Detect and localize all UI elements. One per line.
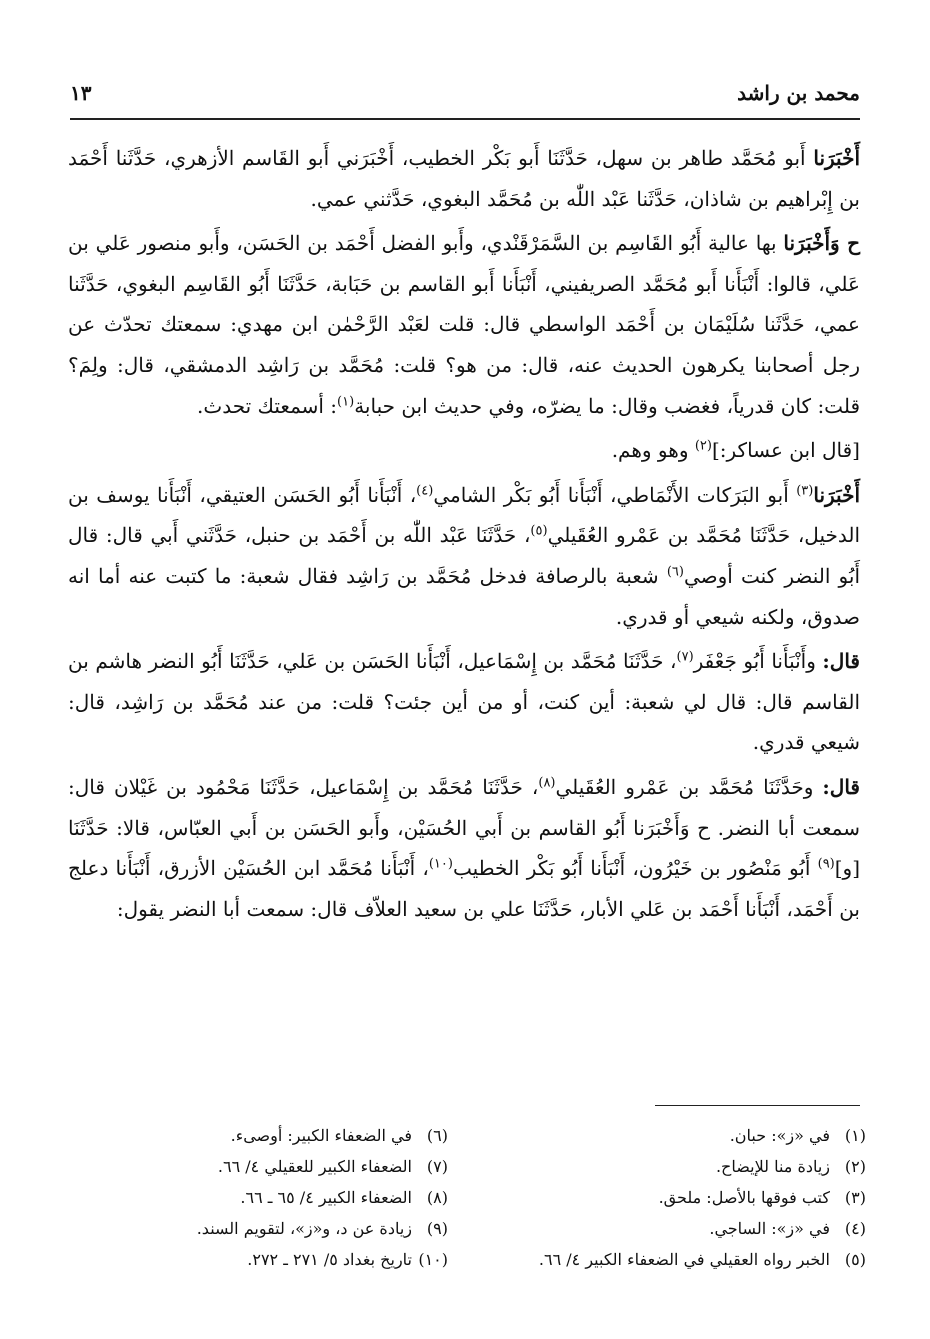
footnote-reference: (٤)	[416, 483, 434, 499]
paragraph-text: أَبو مُحَمَّد طاهر بن سهل، حَدَّثَنَا أَبو بَكْر الخطيب، أَخْبَرَني أَبو القَاسم الأزهري، حَدَّثَنا أَحْمَد بن إِبْراهيم بن شاذان، حَدَّثَنا عَبْد اللّٰه بن مُحَمَّد البغوي، حَدَّثني عمي.	[68, 146, 860, 211]
footnote-item	[70, 1151, 448, 1182]
page-number: ١٣	[70, 81, 92, 105]
footnote-item	[488, 1182, 866, 1213]
chain-keyword: أَخْبَرَنا	[813, 482, 860, 507]
footnote-item	[488, 1120, 866, 1151]
paragraph-text: ، أَنْبَأَنا أَبُو الحَسَن العتيقي، أَنْبَأَنا يوسف بن الدخيل، حَدَّثَنَا مُحَمَّد بن عَمْرو العُقَيلي	[68, 482, 860, 548]
footnote-number: (٧)	[426, 1157, 448, 1176]
footnote-text: كتب فوقها بالأصل: ملحق.	[658, 1188, 830, 1207]
footnote-item	[488, 1244, 866, 1275]
footnote-text: زيادة عن د، و«ز»، لتقويم السند.	[196, 1219, 412, 1238]
footnote-item	[70, 1244, 448, 1275]
footnote-reference: (٦)	[666, 564, 684, 580]
footnote-number: (٦)	[426, 1126, 448, 1145]
footnote-text: الضعفاء الكبير ٤/ ٦٥ ـ ٦٦.	[240, 1188, 412, 1207]
footnote-text: تاريخ بغداد ٥/ ٢٧١ ـ ٢٧٢.	[247, 1250, 412, 1269]
body-paragraph	[68, 475, 860, 637]
paragraph-text: : أسمعتك تحدث.	[197, 393, 338, 418]
paragraph-text: بها عالية أَبُو القَاسِم بن السَّمَرْقَنْدي، وأَبو الفضل أَحْمَد بن الحَسَن، وأَبو منصور عَلي بن عَلي، قالوا: أَنْبَأَنا أَبو مُحَمَّد الصريفيني، أَنْبَأَنا أَبو القاسم بن حَبَابة، حَدَّثَنَا أَبُو القَاسِم البغوي، حَدَّثَنا عمي، حَدَّثَنا سُلَيْمَان بن أَحْمَد الواسطي قال: قلت لعَبْد الرَّحْمٰن ابن مهدي: سمعتك تحدّث عن رجل أصحابنا يكرهون الحديث عنه، قال: من هو؟ قلت: مُحَمَّد بن رَاشِد الدمشقي، قال: ولِمَ؟ قلت: كان قدرياً، فغضب وقال: ما يضرّه، وفي حديث ابن حبابة	[68, 231, 860, 418]
footnotes-left-column	[70, 1120, 448, 1275]
paragraph-text: وأَنْبَأَنا أَبُو جَعْفَر	[693, 649, 823, 674]
footnote-text: زيادة منا للإيضاح.	[715, 1157, 830, 1176]
footnote-text: الضعفاء الكبير للعقيلي ٤/ ٦٦.	[217, 1157, 412, 1176]
chain-keyword: أَخْبَرَنا	[813, 146, 860, 170]
footnote-reference: (٣)	[796, 483, 814, 499]
footnote-text: في «ز»: الساجي.	[709, 1219, 830, 1238]
paragraph-text: ، أَنْبَأَنا مُحَمَّد ابن الحُسَيْن الأزرق، أَنْبَأَنا دعلج بن أَحْمَد، أَنْبَأَنا أَحْمَد بن عَلي الأبار، حَدَّثَنَا علي بن سعيد العلاّف قال: سمعت أبا النضر يقول:	[68, 856, 860, 921]
paragraph-text: ، حَدَّثَنَا عَبْد اللّٰه بن أَحْمَد بن حنبل، حَدَّثَني أَبي قال: قال أَبُو النضر كنت أوصي	[68, 523, 860, 588]
chain-keyword: ح وَأَخْبَرَنا	[783, 231, 860, 256]
footnote-number: (٤)	[844, 1219, 866, 1238]
chain-keyword: قال:	[822, 774, 860, 799]
footnote-item	[70, 1213, 448, 1244]
footnotes	[70, 1120, 866, 1275]
footnote-number: (١٠)	[418, 1250, 448, 1269]
body-paragraph	[68, 641, 860, 763]
footnote-reference: (١٠)	[428, 856, 453, 872]
paragraph-text: أَبو البَرَكات الأَنْمَاطي، أَنْبَأَنا أَبُو بَكْر الشامي	[433, 482, 797, 507]
footnote-reference: (٢)	[694, 438, 712, 454]
footnote-number: (٥)	[844, 1250, 866, 1269]
footnote-reference: (٥)	[530, 523, 548, 539]
footnote-item	[488, 1151, 866, 1182]
paragraph-text: أَبُو مَنْصُور بن خَيْرُون، أَنْبَأَنا أَبُو بَكْر الخطيب	[452, 856, 818, 881]
footnote-number: (٨)	[426, 1188, 448, 1207]
footnote-reference: (٧)	[676, 649, 694, 665]
footnote-reference: (١)	[337, 393, 355, 409]
body-text	[68, 138, 860, 929]
body-paragraph	[68, 138, 860, 219]
footnote-text: في «ز»: حبان.	[729, 1126, 830, 1145]
footnotes-right-column	[488, 1120, 866, 1275]
footnote-rule	[655, 1105, 860, 1106]
footnote-reference: (٩)	[817, 856, 835, 872]
running-header	[70, 78, 860, 108]
body-paragraph	[68, 223, 860, 426]
footnote-number: (٣)	[844, 1188, 866, 1207]
footnote-item	[70, 1120, 448, 1151]
footnote-text: في الضعفاء الكبير: أوصىء.	[230, 1126, 412, 1145]
footnote-reference: (٨)	[538, 775, 556, 791]
paragraph-text: [قال ابن عساكر:]	[711, 438, 860, 463]
body-paragraph	[68, 430, 860, 471]
footnote-number: (١)	[844, 1126, 866, 1145]
footnote-number: (٩)	[426, 1219, 448, 1238]
paragraph-text: وهو وهم.	[611, 438, 695, 463]
footnote-text: الخبر رواه العقيلي في الضعفاء الكبير ٤/ ٦٦.	[538, 1250, 830, 1269]
footnote-number: (٢)	[844, 1157, 866, 1176]
paragraph-text: وحَدَّثَنَا مُحَمَّد بن عَمْرو العُقَيلي	[555, 774, 823, 799]
footnote-item	[488, 1213, 866, 1244]
paragraph-text: شعبة بالرصافة فدخل مُحَمَّد بن رَاشِد فقال شعبة: ما كتبت عنه أما انه صدوق، ولكنه شيعي أو قدري.	[68, 563, 860, 629]
paragraph-text: ، حَدَّثَنَا مُحَمَّد بن إِسْمَاعيل، أَنْبَأَنا الحَسَن بن عَلي، حَدَّثَنَا أَبُو النضر هاشم بن القاسم قال: قال لي شعبة: أين كنت، أو من أين جئت؟ قلت: من عند مُحَمَّد بن رَاشِد، قال: شيعي قدري.	[68, 649, 860, 755]
paragraph-text: ، حَدَّثَنَا مُحَمَّد بن إِسْمَاعيل، حَدَّثَنَا مَحْمُود بن غَيْلان قال: سمعت أبا النضر. ح وَأَخْبَرَنا أَبُو القاسم بن أَبي الحُسَيْن، وأَبو الحَسَن بن أَبي العبّاس، قالا: حَدَّثَنَا [و]	[68, 774, 861, 881]
running-title: محمد بن راشد	[737, 81, 860, 105]
footnote-item	[70, 1182, 448, 1213]
body-paragraph	[68, 767, 860, 929]
chain-keyword: قال:	[822, 649, 860, 674]
header-rule	[70, 118, 860, 120]
